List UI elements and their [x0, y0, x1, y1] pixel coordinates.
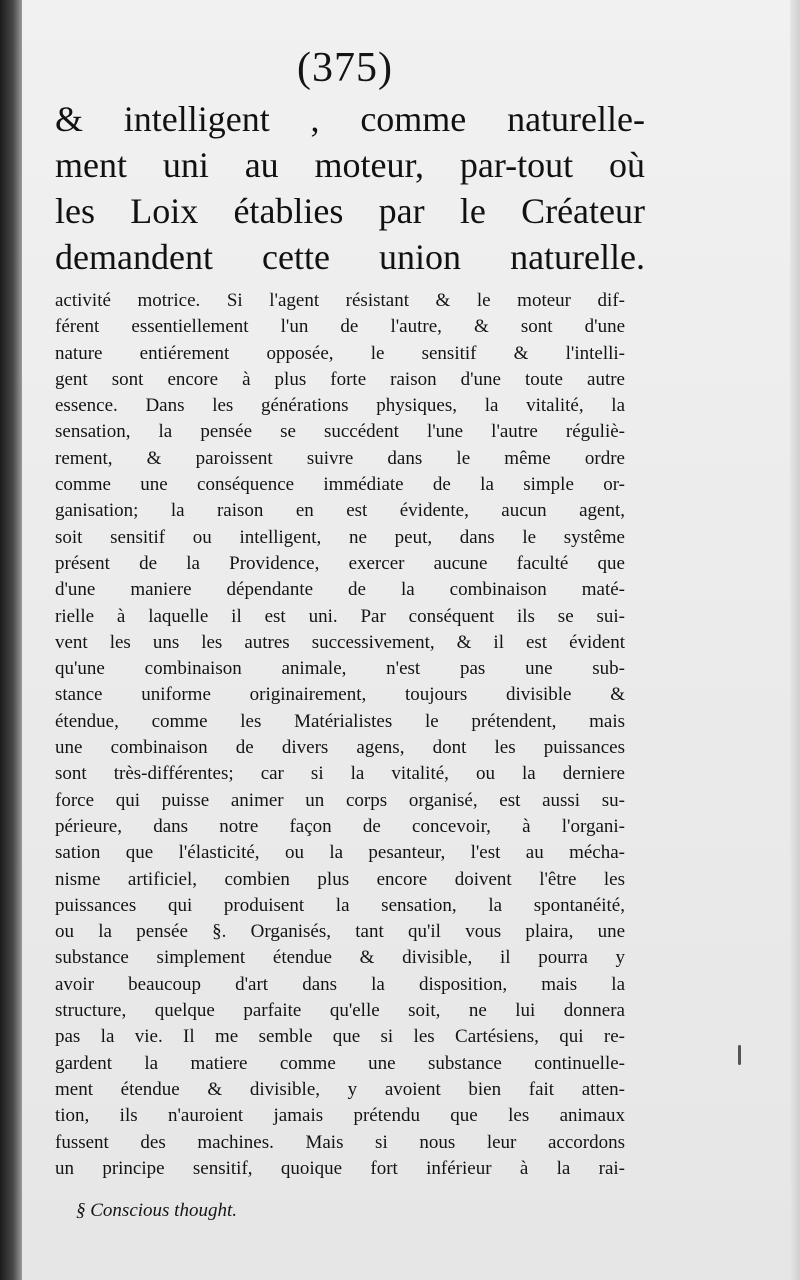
page-number: (375) [297, 45, 393, 91]
body-line: activité motrice. Si l'agent résistant & le moteur dif- [55, 290, 625, 311]
page-edge [790, 0, 800, 1280]
body-line: vent les uns les autres successivement, & il est évident [55, 631, 625, 653]
body-line: ment étendue & divisible, y avoient bien fait atten- [55, 1078, 625, 1100]
body-line: puissances qui produisent la sensation, la spontanéité, [55, 894, 625, 916]
heading-text [55, 96, 645, 280]
body-line: ganisation; la raison en est évidente, aucun agent, [55, 500, 625, 522]
body-line: force qui puisse animer un corps organisé, est aussi su- [55, 789, 625, 811]
body-line: une combinaison de divers agens, dont les puissances [55, 737, 625, 759]
body-line: sensation, la pensée se succédent l'une l'autre réguliè- [55, 421, 625, 443]
heading-line: les Loix établies par le Créateur [55, 191, 645, 231]
body-line: comme une conséquence immédiate de la simple or- [55, 474, 625, 496]
ink-mark [738, 1045, 741, 1065]
footnote: § Conscious thought. [76, 1200, 237, 1221]
body-line: d'une maniere dépendante de la combinaison maté- [55, 579, 625, 601]
body-line: tion, ils n'auroient jamais prétendu que les animaux [55, 1105, 625, 1127]
body-line: structure, quelque parfaite qu'elle soit, ne lui donnera [55, 1000, 625, 1022]
body-line: pas la vie. Il me semble que si les Cartésiens, qui re- [55, 1026, 625, 1048]
heading-line: demandent cette union naturelle. [55, 237, 645, 277]
body-line: rielle à laquelle il est uni. Par conséquent ils se sui- [55, 605, 625, 627]
body-line: gardent la matiere comme une substance continuelle- [55, 1052, 625, 1074]
body-text [55, 288, 625, 1182]
body-line: périeure, dans notre façon de concevoir, à l'organi- [55, 815, 625, 837]
body-line: sation que l'élasticité, ou la pesanteur, l'est au mécha- [55, 842, 625, 864]
body-line: stance uniforme originairement, toujours divisible & [55, 684, 625, 706]
body-line: essence. Dans les générations physiques, la vitalité, la [55, 395, 625, 417]
binding-shadow [0, 0, 22, 1280]
heading-line: & intelligent , comme naturelle- [55, 99, 645, 139]
body-line: gent sont encore à plus forte raison d'une toute autre [55, 368, 625, 390]
body-line: substance simplement étendue & divisible, il pourra y [55, 947, 625, 969]
body-line: ou la pensée §. Organisés, tant qu'il vous plaira, une [55, 921, 625, 943]
body-line: un principe sensitif, quoique fort inférieur à la rai- [55, 1157, 625, 1179]
body-line: soit sensitif ou intelligent, ne peut, dans le systême [55, 526, 625, 548]
body-line: nature entiérement opposée, le sensitif & l'intelli- [55, 342, 625, 364]
body-line: qu'une combinaison animale, n'est pas une sub- [55, 658, 625, 680]
body-line: rement, & paroissent suivre dans le même ordre [55, 447, 625, 469]
body-line: avoir beaucoup d'art dans la disposition, mais la [55, 973, 625, 995]
body-line: nisme artificiel, combien plus encore doivent l'être les [55, 868, 625, 890]
body-line: férent essentiellement l'un de l'autre, & sont d'une [55, 316, 625, 338]
heading-line: ment uni au moteur, par-tout où [55, 145, 645, 185]
body-line: étendue, comme les Matérialistes le prétendent, mais [55, 710, 625, 732]
body-line: fussent des machines. Mais si nous leur accordons [55, 1131, 625, 1153]
body-line: présent de la Providence, exercer aucune faculté que [55, 552, 625, 574]
body-line: sont très-différentes; car si la vitalité, ou la derniere [55, 763, 625, 785]
